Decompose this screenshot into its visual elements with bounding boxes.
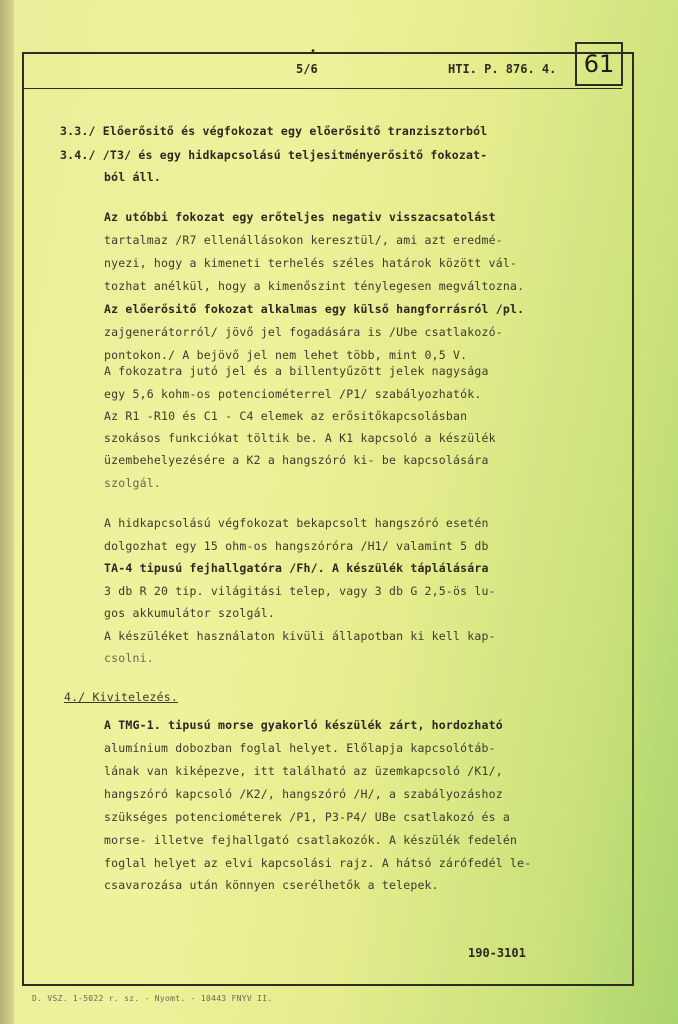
text-line: 3.3./ Előerősitő és végfokozat egy előerősitő tranzisztorból — [60, 124, 488, 138]
header-rule — [22, 88, 622, 89]
text-line: 3 db R 20 tip. világitási telep, vagy 3 db G 2,5-ös lu- — [104, 584, 496, 598]
print-footer: D. VSZ. 1-5022 r. sz. - Nyomt. - 10443 FNYV II. — [32, 994, 273, 1003]
text-line: Az előerősitő fokozat alkalmas egy külső hangforrásról /pl. — [104, 302, 525, 316]
text-line: egy 5,6 kohm-os potenciométerrel /P1/ szabályozhatók. — [104, 387, 482, 401]
text-line: üzembehelyezésére a K2 a hangszóró ki- be kapcsolására — [104, 453, 489, 467]
text-line: A TMG-1. tipusú morse gyakorló készülék zárt, hordozható — [104, 718, 503, 732]
text-line: pontokon./ A bejövő jel nem lehet több, mint 0,5 V. — [104, 348, 468, 362]
text-line: morse- illetve fejhallgató csatlakozók. A készülék fedelén — [104, 833, 518, 847]
text-line: szükséges potenciométerek /P1, P3-P4/ UBe csatlakozó és a — [104, 810, 511, 824]
stamp-number: 190-3101 — [468, 946, 526, 960]
text-line: Az R1 -R10 és C1 - C4 elemek az erősitőkapcsolásban — [104, 409, 468, 423]
text-line: gos akkumulátor szolgál. — [104, 606, 275, 620]
text-line: tartalmaz /R7 ellenállásokon keresztül/, ami azt eredmé- — [104, 233, 503, 247]
text-line: TA-4 tipusú fejhallgatóra /Fh/. A készülék táplálására — [104, 561, 489, 575]
text-line: szokásos funkciókat töltik be. A K1 kapcsoló a készülék — [104, 431, 496, 445]
text-line: dolgozhat egy 15 ohm-os hangszóróra /H1/ valamint 5 db — [104, 539, 489, 553]
text-line: 3.4./ /T3/ és egy hidkapcsolású teljesitményerősitő fokozat- — [60, 148, 488, 162]
text-line: A hidkapcsolású végfokozat bekapcsolt hangszóró esetén — [104, 516, 489, 530]
text-line: csavarozása után könnyen cserélhetők a telepek. — [104, 878, 439, 892]
document-reference: HTI. P. 876. 4. — [448, 62, 557, 76]
text-line: lának van kiképezve, itt található az üzemkapcsoló /K1/, — [104, 764, 503, 778]
sheet-number: 61 — [575, 42, 623, 86]
page-edge-shadow — [0, 0, 14, 1024]
text-line: tozhat anélkül, hogy a kimenőszint ténylegesen megváltozna. — [104, 279, 525, 293]
text-line: csolni. — [104, 651, 154, 665]
text-line: zajgenerátorról/ jövő jel fogadására is /Ube csatlakozó- — [104, 325, 503, 339]
text-line: Az utóbbi fokozat egy erőteljes negativ visszacsatolást — [104, 210, 496, 224]
text-line: szolgál. — [104, 476, 161, 490]
text-line: A készüléket használaton kivüli állapotban ki kell kap- — [104, 629, 496, 643]
text-line: hangszóró kapcsoló /K2/, hangszóró /H/, a szabályozáshoz — [104, 787, 503, 801]
header-tick-mark: • — [310, 46, 317, 57]
text-line: alumínium dobozban foglal helyet. Előlapja kapcsolótáb- — [104, 741, 496, 755]
section-heading: 4./ Kivitelezés. — [64, 690, 178, 704]
text-line: A fokozatra jutó jel és a billentyűzött jelek nagysága — [104, 364, 489, 378]
text-line: nyezi, hogy a kimeneti terhelés széles határok között vál- — [104, 256, 518, 270]
page-indicator: 5/6 — [296, 62, 318, 76]
text-line: ból áll. — [104, 170, 161, 184]
text-line: foglal helyet az elvi kapcsolási rajz. A hátsó zárófedél le- — [104, 856, 532, 870]
